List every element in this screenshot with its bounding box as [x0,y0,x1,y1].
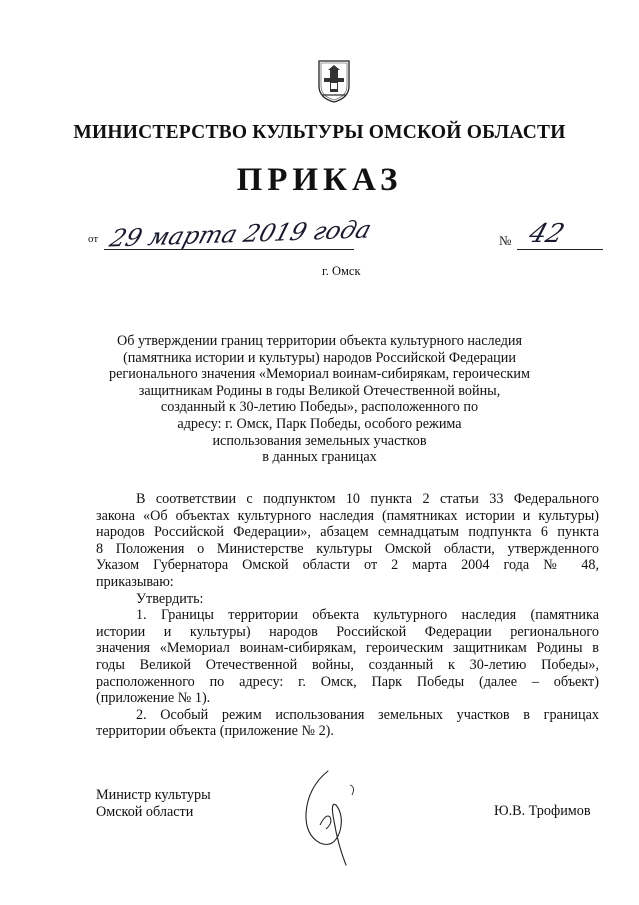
omsk-coat-of-arms-icon [316,58,352,104]
item-1-paragraph [96,607,599,707]
handwritten-number: 42 [525,219,568,249]
body-line: народов Российской Федерации», абзацем семнадцатым подпункта 6 пункта [96,524,599,541]
body-line: 8 Положения о Министерстве культуры Омской области, утвержденного [96,540,599,557]
body-line: 1. Границы территории объекта культурного наследия (памятника [136,607,599,624]
body-line: В соответствии с подпунктом 10 пункта 2 статьи 33 Федерального [136,491,599,507]
body-line: истории и культуры) народов Российской Федерации регионального [96,623,599,640]
body-line: значения «Мемориал воинам-сибирякам, героическим защитникам Родины в [96,640,599,657]
title-line: в данных границах [262,449,377,466]
body-line: Утвердить: [136,590,204,607]
handwritten-signature [290,765,380,875]
title-line: использования земельных участков [212,432,427,449]
body-line: территории объекта (приложение № 2). [96,723,334,740]
title-line: Об утверждении границ территории объекта культурного наследия [116,333,523,349]
title-line: защитникам Родины в годы Великой Отечественной войны, [138,382,501,399]
order-body [96,491,599,740]
item-2-paragraph [96,707,599,740]
title-line: (памятника истории и культуры) народов Российской Федерации [123,349,516,366]
signatory-name: Ю.В. Трофимов [494,803,591,819]
date-prefix-label: от [88,233,99,245]
body-line: приказываю: [96,573,174,590]
city-label: г. Омск [322,264,361,278]
number-underline [517,249,603,250]
body-line: закона «Об объектах культурного наследия (памятниках истории и культуры) [96,507,599,524]
position-line: Омской области [96,804,194,820]
body-line: 2. Особый режим использования земельных участков в границах [136,706,599,723]
approve-line [96,591,599,608]
ministry-name: МИНИСТЕРСТВО КУЛЬТУРЫ ОМСКОЙ ОБЛАСТИ [73,122,566,143]
body-line: Указом Губернатора Омской области от 2 марта 2004 года № 48, [96,557,599,574]
preamble-paragraph [96,491,599,591]
title-line: созданный к 30-летию Победы», расположенного по [160,399,479,416]
position-line: Министр культуры [96,787,211,803]
number-prefix-label: № [499,233,512,248]
title-line: адресу: г. Омск, Парк Победы, особого режима [177,415,462,432]
body-line: годы Великой Отечественной войны, созданный к 30-летию Победы», [96,656,599,673]
handwritten-date: 29 марта 2019 года [106,215,375,253]
body-line: расположенного по адресу: г. Омск, Парк Победы (далее – объект) [96,673,599,690]
order-title [92,333,547,466]
document-type: ПРИКАЗ [236,162,403,198]
title-line: регионального значения «Мемориал воинам-сибирякам, героическим [109,366,530,383]
signatory-position [96,787,211,821]
body-line: (приложение № 1). [96,690,211,707]
